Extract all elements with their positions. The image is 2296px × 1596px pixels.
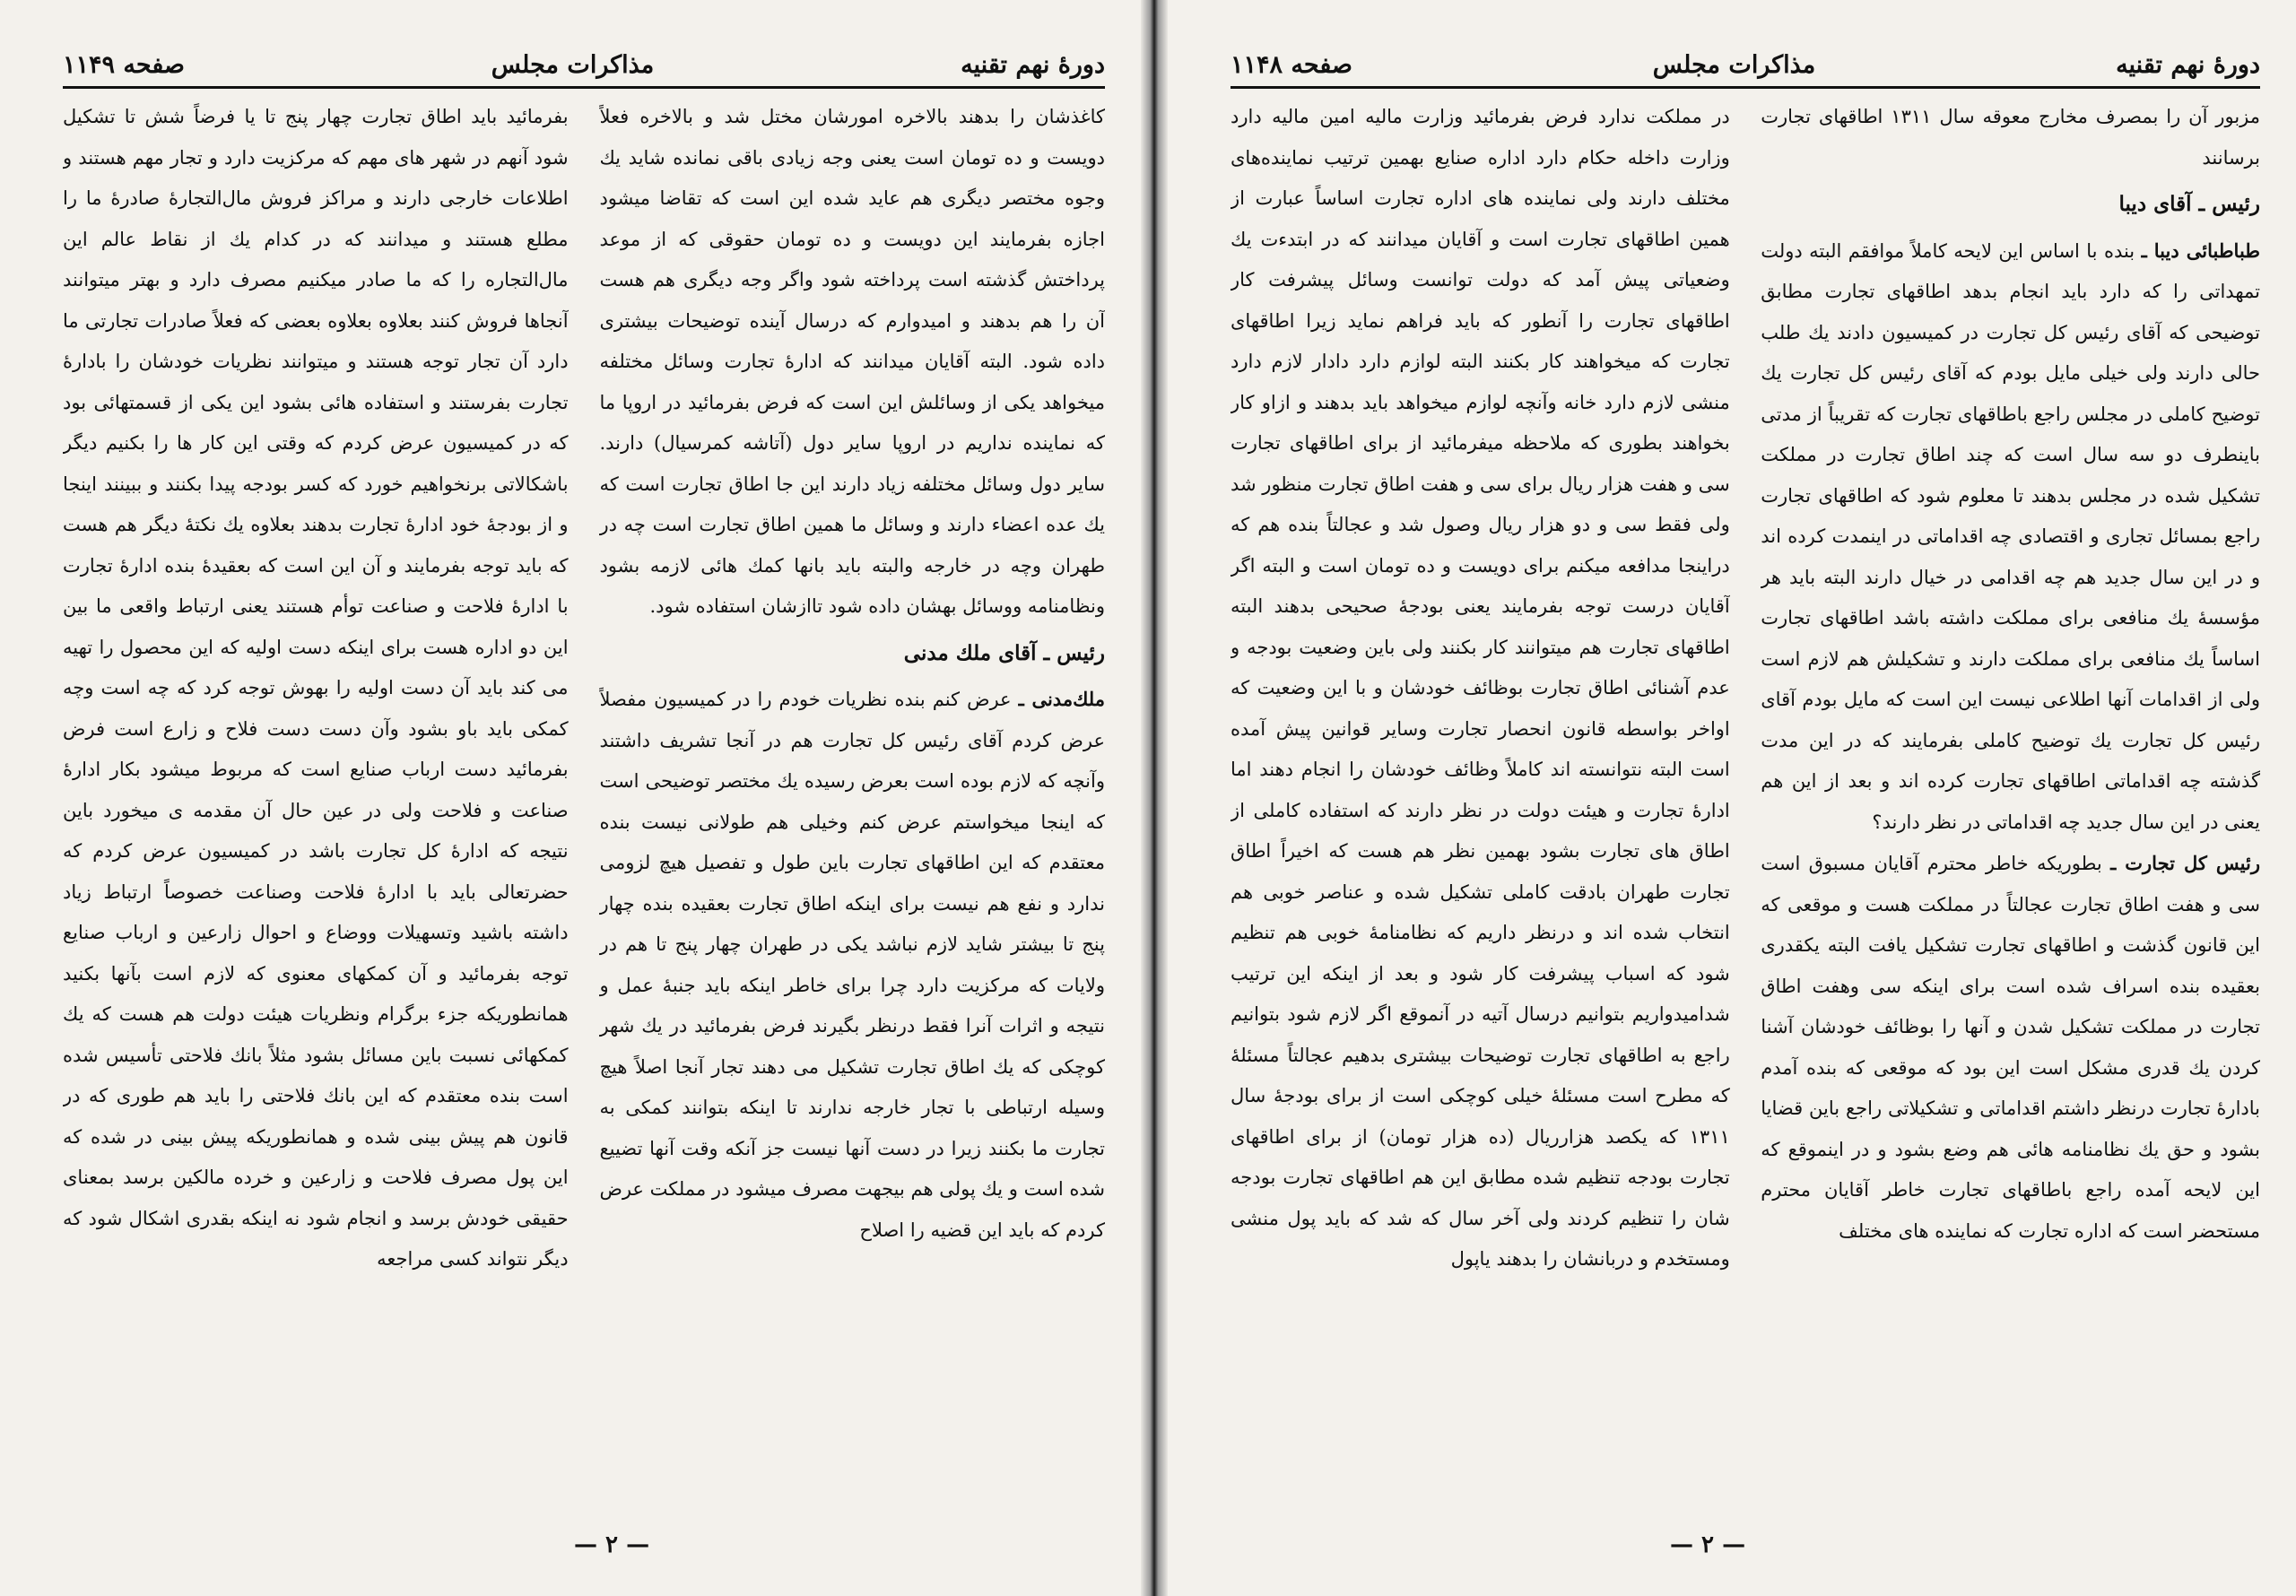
speech-text: بطوریكه خاطر محترم آقایان مسبوق است سی و هفت اطاق تجارت عجالتاً در مملكت هست و موقعی كه این قانون گذشت و اطاقهای تجارت تشكیل یافت البته یكقدری بعقیده بنده اسراف شده است برای اینكه سی وهفت اطاق تجارت در مملكت تشكیل شدن و آنها را بوظائف خودشان آشنا كردن یك قدری مشكل است این بود كه موقعی كه بنده آمدم بادارۀ تجارت درنظر داشتم اقداماتی و تشكیلاتی راجع باین قضایا بشود و حق یك نظامنامه هائی هم وضع بشود و در اینموقع كه این لایحه آمده راجع باطاقهای تجارت خاطر آقایان محترم مستحضر است كه اداره تجارت كه نماینده های مختلف xyxy=(1761,853,2260,1242)
paragraph: بفرمائید باید اطاق تجارت چهار پنج تا یا فرضاً شش تا تشكیل شود آنهم در شهر های مهم كه مركزیت دارد و تجار مهم هستند و اطلاعات خارجی دارند و مراكز فروش مال‌التجارۀ صادرۀ ما را مطلع هستند و میدانند كه در كدام یك از نقاط عالم این مال‌التجاره را كه ما صادر میكنیم مصرف دارد و بهتر میتوانند آنجاها فروش كنند بعلاوه بعلاوه بعضی كه فعلاً صادرات تجارتی ما دارد آن تجار توجه هستند و میتوانند نظریات خودشان را بادارۀ تجارت بفرستند و استفاده هائی بشود این یكی از قسمتهائی بود كه در كمیسیون عرض كردم كه وقتی این كار ها را بكنیم دیگر باشكالاتی برنخواهیم خورد كه كسر بودجه پیدا بكنند و ببینند اینجا و از بودجۀ خود ادارۀ تجارت بدهند بعلاوه یك نكتۀ دیگر هم هست كه باید توجه بفرمایند و آن این است كه بعقیدۀ بنده ادارۀ تجارت با ادارۀ فلاحت و صناعت توأم هستند یعنی ارتباط واقعی ما بین این دو اداره هست برای اینكه دست اولیه كه این محصول را تهیه می كند باید آن دست اولیه را بهوش توجه كرد كه چه است وچه كمكی باید باو بشود وآن دست دست فلاح و زارع است فرض بفرمائید دست ارباب صنایع است كه مربوط میشود بكار ادارۀ صناعت و فلاحت ولی در عین حال آن مقدمه ی میخورد باین نتیجه كه ادارۀ كل تجارت باشد در كمیسیون عرض كردم كه حضرتعالی باید با ادارۀ فلاحت وصناعت خصوصاً ارتباط زیاد داشته باشید وتسهیلات ووضاع و احوال زارعین و ارباب صنایع توجه بفرمائید و آن كمكهای معنوی كه لازم است بآنها بكنید همانطوریكه جزء برگرام ونظریات هیئت دولت هم هست كه یك كمكهائی نسبت باین مسائل بشود مثلاً بانك فلاحتی تأسیس شده است بنده معتقدم كه این بانك فلاحتی را باید هم طوری كه در قانون هم پیش بینی شده و همانطوریكه پیش بینی در شده كه این پول مصرف فلاحت و زارعین و خرده مالكین برسد بمعنای حقیقی خودش برسد و انجام شود نه اینكه بقدری اشكال شود كه دیگر نتواند كسی مراجعه xyxy=(63,106,569,1270)
speaker-heading: رئیس ـ آقای دیبا xyxy=(2118,192,2260,216)
left-page-title: مذاکرات مجلس xyxy=(491,50,655,79)
right-page-column-right xyxy=(1761,97,2260,1497)
paragraph: مزبور آن را بمصرف مخارج معوقه سال ۱۳۱۱ اطاقهای تجارت برسانند xyxy=(1761,106,2260,169)
speech-text: عرض كنم بنده نظریات خودم را در كمیسیون مفصلاً عرض كردم آقای رئیس كل تجارت هم در آنجا تشریف داشتند وآنچه كه لازم بوده است بعرض رسیده یك مختصر توضیحی است كه اینجا میخواستم عرض كنم وخیلی هم طولانی نیست بنده معتقدم كه این اطاقهای تجارت باین طول و تفصیل هیچ لزومی ندارد و نفع هم نیست برای اینكه اطاق تجارت بعقیده بنده چهار پنج تا بیشتر شاید لازم نباشد یكی در طهران چهار پنج تا هم در ولایات كه مركزیت دارد چرا برای خاطر اینكه باید جنبۀ عمل و نتیجه و اثرات آنرا فقط درنظر بگیرند فرض بفرمائید در یك شهر كوچكی كه یك اطاق تجارت تشكیل می دهند تجار آنجا اصلاً هیچ وسیله ارتباطی با تجار خارجه ندارند تا اینكه بتوانند كمكی به تجارت ما بكنند زیرا در دست آنها نیست جز آنكه وقت آنها تضییع شده است و یك پولی هم بیجهت مصرف میشود در مملكت عرض كردم كه باید این قضیه را اصلاح xyxy=(599,689,1105,1241)
speaker-name: طباطبائی دیبا ـ xyxy=(2141,239,2260,262)
left-page-column-left xyxy=(63,97,569,1497)
book-gutter xyxy=(1141,0,1168,1596)
left-page-column-right xyxy=(599,97,1105,1497)
paragraph: كاغذشان را بدهند بالاخره امورشان مختل شد و بالاخره فعلاً دویست و ده تومان است یعنی وجه زیادی باقی نمانده شاید یك وجوه مختصر دیگری هم عاید شده این است كه تقاضا میشود اجازه بفرمایند این دویست و ده تومان حقوقی كه از موعد پرداختش گذشته است پرداخته شود واگر وجه دیگری هم هست آن را هم بدهند و امیدوارم كه درسال آینده توضیحات بیشتری داده شود. البته آقایان میدانند كه ادارۀ تجارت وسائل مختلفه میخواهد یكی از وسائلش این است كه فرض بفرمائید در اروپا ما كه نماینده نداریم در اروپا سایر دول (آتاشه كمرسیال) دارند. سایر دول وسائل مختلفه زیاد دارند این جا اطاق تجارت است كه یك عده اعضاء دارند و وسائل ما همین اطاق تجارت است چه در طهران وچه در خارجه والبته باید بانها كمك هائی لازمه بشود ونظامنامه ووسائل بهشان داده شود تاازشان استفاده شود. xyxy=(599,106,1105,617)
right-page xyxy=(1168,0,2296,1596)
left-page-columns xyxy=(63,97,1105,1497)
left-page-session: دورۀ نهم تقنیه xyxy=(961,50,1105,79)
speaker-name: رئیس كل تجارت ـ xyxy=(2110,852,2260,874)
right-header-rule xyxy=(1231,86,2260,89)
right-page-title: مذاکرات مجلس xyxy=(1652,50,1816,79)
left-header-rule xyxy=(63,86,1105,89)
right-page-session: دورۀ نهم تقنیه xyxy=(2116,50,2260,79)
speech-text: بنده با اساس این لایحه كاملاً موافقم البته دولت تمهداتی را كه دارد باید انجام بدهد اطاقهای تجارت مطابق توضیحی كه آقای رئیس كل تجارت در كمیسیون دادند یك طلب حالی دارند ولی خیلی مایل بودم كه آقای رئیس كل تجارت یك توضیح كاملی در مجلس راجع باطاقهای تجارت كه تقریباً از مدتی باینطرف دو سه سال است كه چند اطاق تجارت در مملكت تشكیل شده در مجلس بدهند تا معلوم شود كه اطاقهای تجارت راجع بمسائل تجاری و اقتصادی چه اقداماتی در اینمدت كرده اند و در این سال جدید هم چه اقدامی در خیال دارند البته باید هر مؤسسۀ یك منافعی برای مملكت داشته باشد اطاقهای تجارت اساساً یك منافعی برای مملكت دارند و تشكیلش هم لازم است ولی از اقدامات آنها اطلاعی نیست این است كه مایل بودم آقای رئیس كل تجارت یك توضیح كاملی بفرمایند كه در این مدت گذشته چه اقداماتی اطاقهای تجارت كرده اند و بعد از این هم یعنی در این سال جدید چه اقداماتی در نظر دارند؟ xyxy=(1761,239,2260,833)
speaker-name: ملك‌مدنی ـ xyxy=(1018,688,1105,710)
right-page-label: صفحه ۱۱۴۸ xyxy=(1231,50,1352,79)
left-page-label: صفحه ۱۱۴۹ xyxy=(63,50,185,79)
right-page-number: — ۲ — xyxy=(1670,1531,1746,1558)
paragraph xyxy=(1761,230,2260,844)
paragraph: در مملكت ندارد فرض بفرمائید وزارت مالیه امین مالیه دارد وزارت داخله حكام دارد اداره صنایع بهمین ترتیب نماینده‌های مختلف دارند ولی نماینده های اداره تجارت اساساً عبارت از همین اطاقهای تجارت است و آقایان میدانند كه در ابتدءت یك وضعیاتی پیش آمد كه دولت توانست وسائل پیشرفت كار اطاقهای تجارت را آنطور كه باید فراهم نماید زیرا اطاقهای تجارت كه میخواهند كار بكنند البته لوازم دارد دادار لازم دارد منشی لازم دارد خانه وآنچه لوازم میخواهد باید بدهند و ازاو كار بخواهند بطوری كه ملاحظه میفرمائید از برای اطاقهای تجارت سی و هفت هزار ریال برای سی و هفت اطاق تجارت منظور شد ولی فقط سی و دو هزار ریال وصول شد و عجالتاً بنده هم كه دراینجا مدافعه میكنم برای دویست و ده تومان است و البته اگر آقایان درست توجه بفرمایند یعنی بودجۀ صحیحی بدهند البته اطاقهای تجارت هم میتوانند كار بكنند ولی باین وضعیت بودجه و عدم آشنائی اطاق تجارت بوظائف خودشان و با این وضعیت كه اواخر بواسطه قانون انحصار تجارت وسایر قوانین پیش آمده است البته نتوانسته اند كاملاً وظائف خودشان را انجام دهند اما ادارۀ تجارت و هیئت دولت در نظر دارند كه استفاده كاملی از اطاق های تجارت بشود بهمین نظر هم هست كه اخیراً اطاق تجارت طهران بادقت كاملی تشكیل شده و عناصر خوبی هم انتخاب شده اند و درنظر داریم كه نظامنامۀ خوبی هم تنظیم شود كه اسباب پیشرفت كار شود و بعد از اینكه این ترتیب شدامیدواریم بتوانیم درسال آتیه در آنموقع اگر لازم شود بتوانیم راجع به اطاقهای تجارت توضیحات بیشتری بدهیم عجالتاً مسئلۀ كه مطرح است مسئلۀ خیلی كوچكی است از برای بودجۀ سال ۱۳۱۱ كه یكصد هزارریال (ده هزار تومان) از برای اطاقهای تجارت بودجه تنظیم شده مطابق این هم اطاقهای تجارت بودجه شان را تنظیم كردند ولی آخر سال كه شد كه باید پول منشی ومستخدم و دربانشان را بدهند یاپول xyxy=(1231,106,1730,1270)
right-page-columns xyxy=(1231,97,2260,1497)
right-page-header xyxy=(1231,47,2260,82)
left-page-header xyxy=(63,47,1105,82)
paragraph xyxy=(1761,843,2260,1252)
right-page-column-left xyxy=(1231,97,1730,1497)
paragraph xyxy=(599,679,1105,1251)
left-page xyxy=(0,0,1141,1596)
left-page-number: — ۲ — xyxy=(574,1531,650,1558)
speaker-heading: رئیس ـ آقای ملك مدنی xyxy=(903,640,1105,665)
